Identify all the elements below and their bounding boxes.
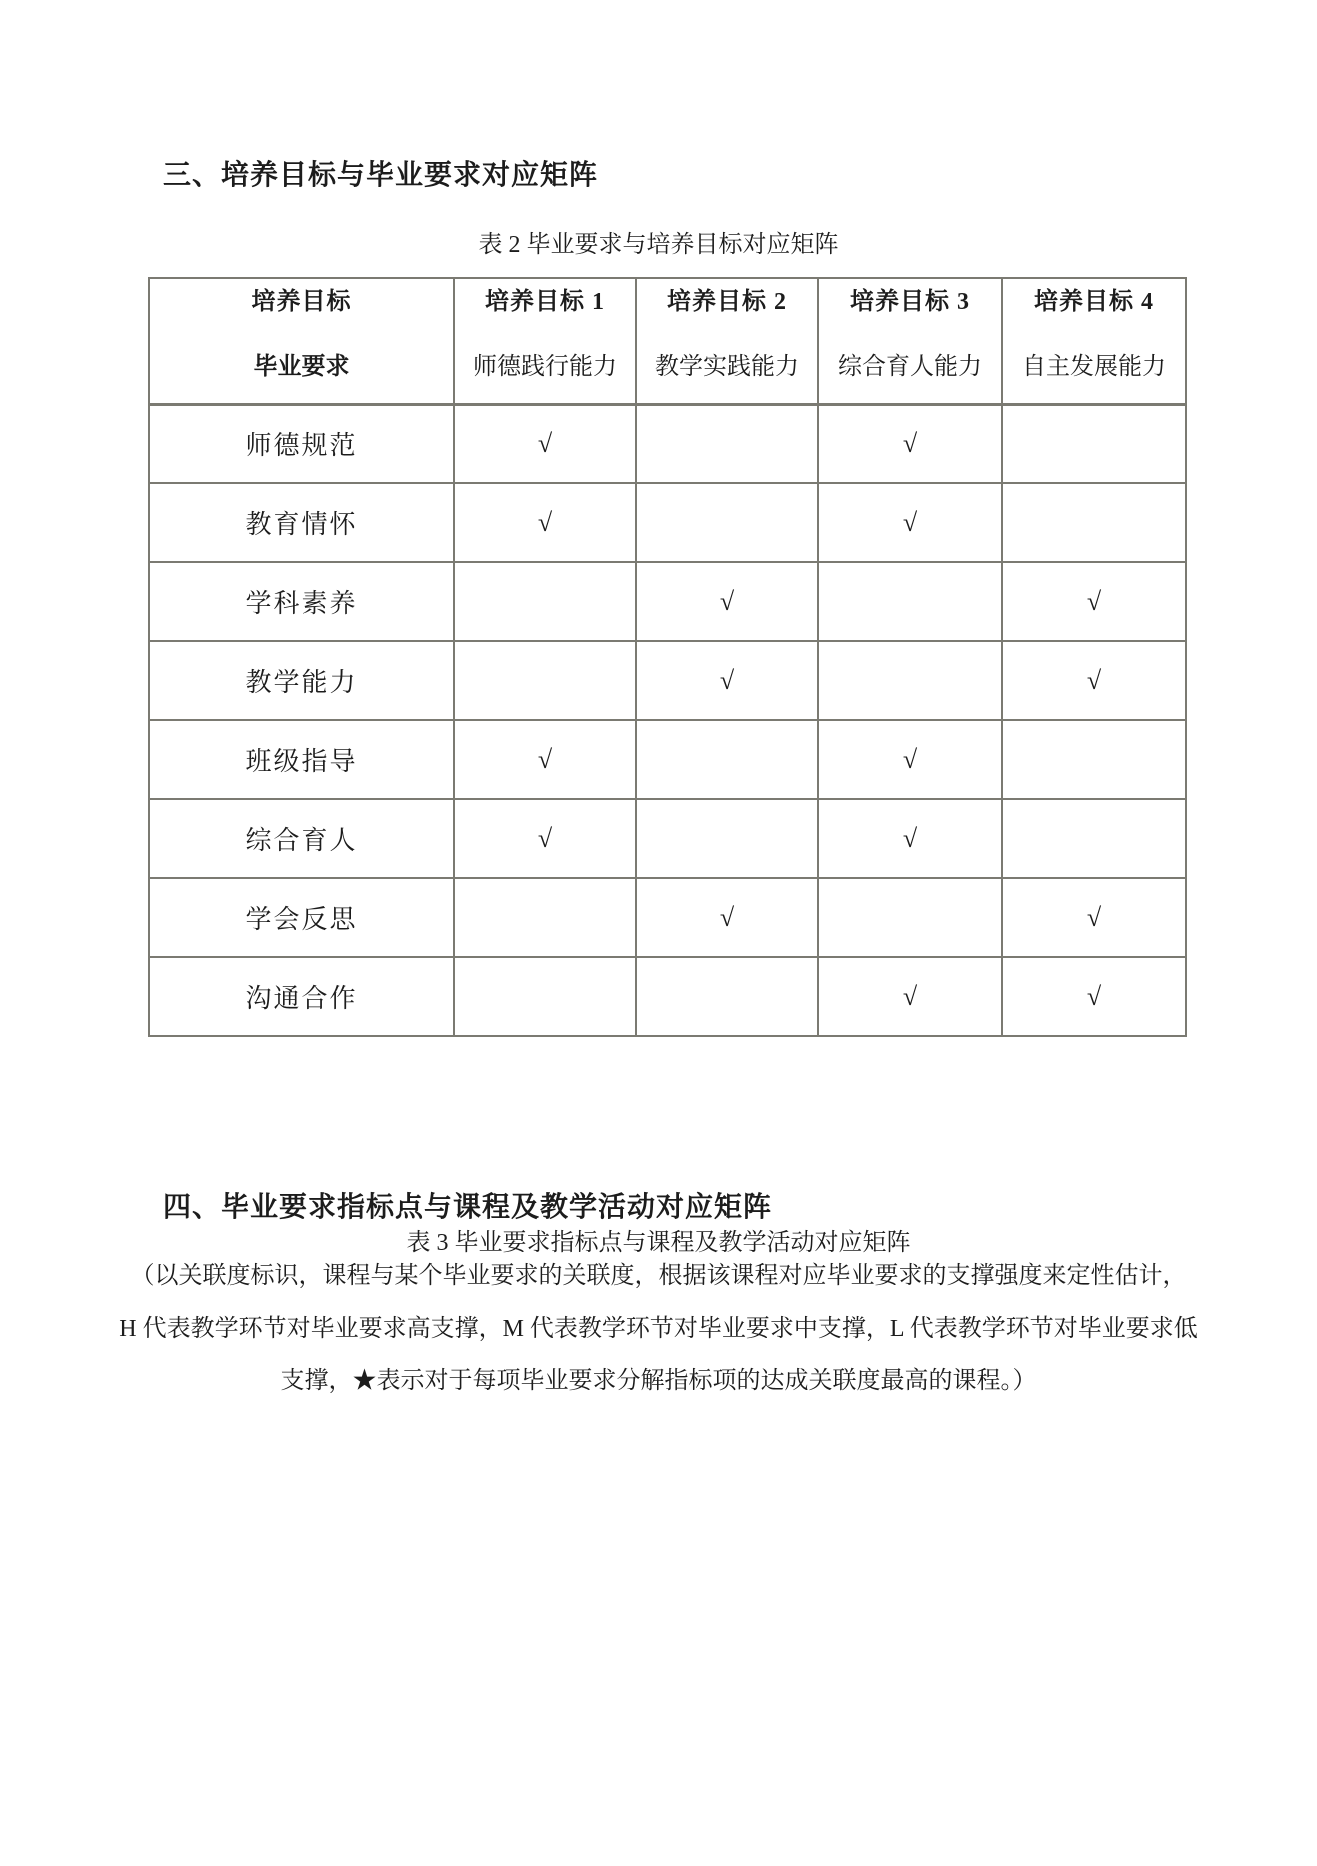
note-line-1: （以关联度标识，课程与某个毕业要求的关联度，根据该课程对应毕业要求的支撑强度来定性估计， — [130, 1263, 1187, 1289]
row-label: 教学能力 — [149, 641, 454, 720]
matrix-cell: √ — [636, 878, 818, 957]
column-header-objective-3 — [818, 278, 1002, 404]
row-label: 班级指导 — [149, 720, 454, 799]
table-row — [149, 404, 1186, 483]
note-line-3: 支撑，★表示对于每项毕业要求分解指标项的达成关联度最高的课程。） — [280, 1368, 1037, 1394]
matrix-cell: √ — [1002, 641, 1186, 720]
matrix-cell: √ — [1002, 878, 1186, 957]
matrix-cell — [636, 404, 818, 483]
table-row — [149, 483, 1186, 562]
section-3-heading: 三、培养目标与毕业要求对应矩阵 — [163, 160, 599, 191]
matrix-cell: √ — [818, 957, 1002, 1036]
column-title: 培养目标 1 — [485, 289, 605, 315]
row-label: 沟通合作 — [149, 957, 454, 1036]
row-label: 学科素养 — [149, 562, 454, 641]
column-header-objective-1 — [454, 278, 636, 404]
matrix-cell — [1002, 404, 1186, 483]
column-title: 培养目标 2 — [667, 289, 787, 315]
corner-cell — [149, 278, 454, 404]
row-label: 师德规范 — [149, 404, 454, 483]
table-row — [149, 562, 1186, 641]
column-title: 培养目标 4 — [1034, 289, 1154, 315]
matrix-cell: √ — [454, 720, 636, 799]
matrix-cell: √ — [818, 720, 1002, 799]
column-header-objective-2 — [636, 278, 818, 404]
matrix-cell: √ — [818, 404, 1002, 483]
matrix-cell — [1002, 720, 1186, 799]
matrix-cell — [454, 641, 636, 720]
matrix-cell: √ — [636, 641, 818, 720]
matrix-cell — [454, 562, 636, 641]
column-header-objective-4 — [1002, 278, 1186, 404]
table-3-note — [0, 1250, 1317, 1408]
table-2-caption: 表 2 毕业要求与培养目标对应矩阵 — [478, 232, 839, 258]
matrix-cell — [1002, 483, 1186, 562]
matrix-cell: √ — [454, 404, 636, 483]
matrix-cell: √ — [818, 483, 1002, 562]
table-row — [149, 878, 1186, 957]
matrix-cell: √ — [636, 562, 818, 641]
matrix-cell — [636, 957, 818, 1036]
matrix-cell: √ — [1002, 562, 1186, 641]
row-label: 综合育人 — [149, 799, 454, 878]
matrix-cell — [818, 562, 1002, 641]
matrix-cell: √ — [818, 799, 1002, 878]
table-row — [149, 799, 1186, 878]
matrix-cell: √ — [454, 799, 636, 878]
row-label: 学会反思 — [149, 878, 454, 957]
matrix-cell — [636, 483, 818, 562]
matrix-cell — [636, 799, 818, 878]
column-subtitle: 自主发展能力 — [1022, 354, 1166, 380]
matrix-header-row — [149, 278, 1186, 404]
matrix-cell — [454, 878, 636, 957]
section-4-heading: 四、毕业要求指标点与课程及教学活动对应矩阵 — [163, 1192, 773, 1223]
matrix-cell — [818, 641, 1002, 720]
matrix-cell — [818, 878, 1002, 957]
column-subtitle: 教学实践能力 — [655, 354, 799, 380]
matrix-cell: √ — [1002, 957, 1186, 1036]
corner-top-label: 培养目标 — [251, 289, 352, 315]
table-row — [149, 957, 1186, 1036]
column-subtitle: 师德践行能力 — [473, 354, 617, 380]
row-label: 教育情怀 — [149, 483, 454, 562]
table-3-caption: 表 3 毕业要求指标点与课程及教学活动对应矩阵 — [406, 1230, 911, 1256]
column-subtitle: 综合育人能力 — [838, 354, 982, 380]
matrix-cell — [454, 957, 636, 1036]
column-title: 培养目标 3 — [850, 289, 970, 315]
objectives-requirements-matrix-table — [148, 277, 1187, 1037]
table-row — [149, 720, 1186, 799]
table-row — [149, 641, 1186, 720]
note-line-2: H 代表教学环节对毕业要求高支撑，M 代表教学环节对毕业要求中支撑，L 代表教学环节对毕业要求低 — [119, 1315, 1198, 1342]
matrix-cell — [1002, 799, 1186, 878]
matrix-cell: √ — [454, 483, 636, 562]
matrix-cell — [636, 720, 818, 799]
corner-bottom-label: 毕业要求 — [253, 354, 350, 380]
